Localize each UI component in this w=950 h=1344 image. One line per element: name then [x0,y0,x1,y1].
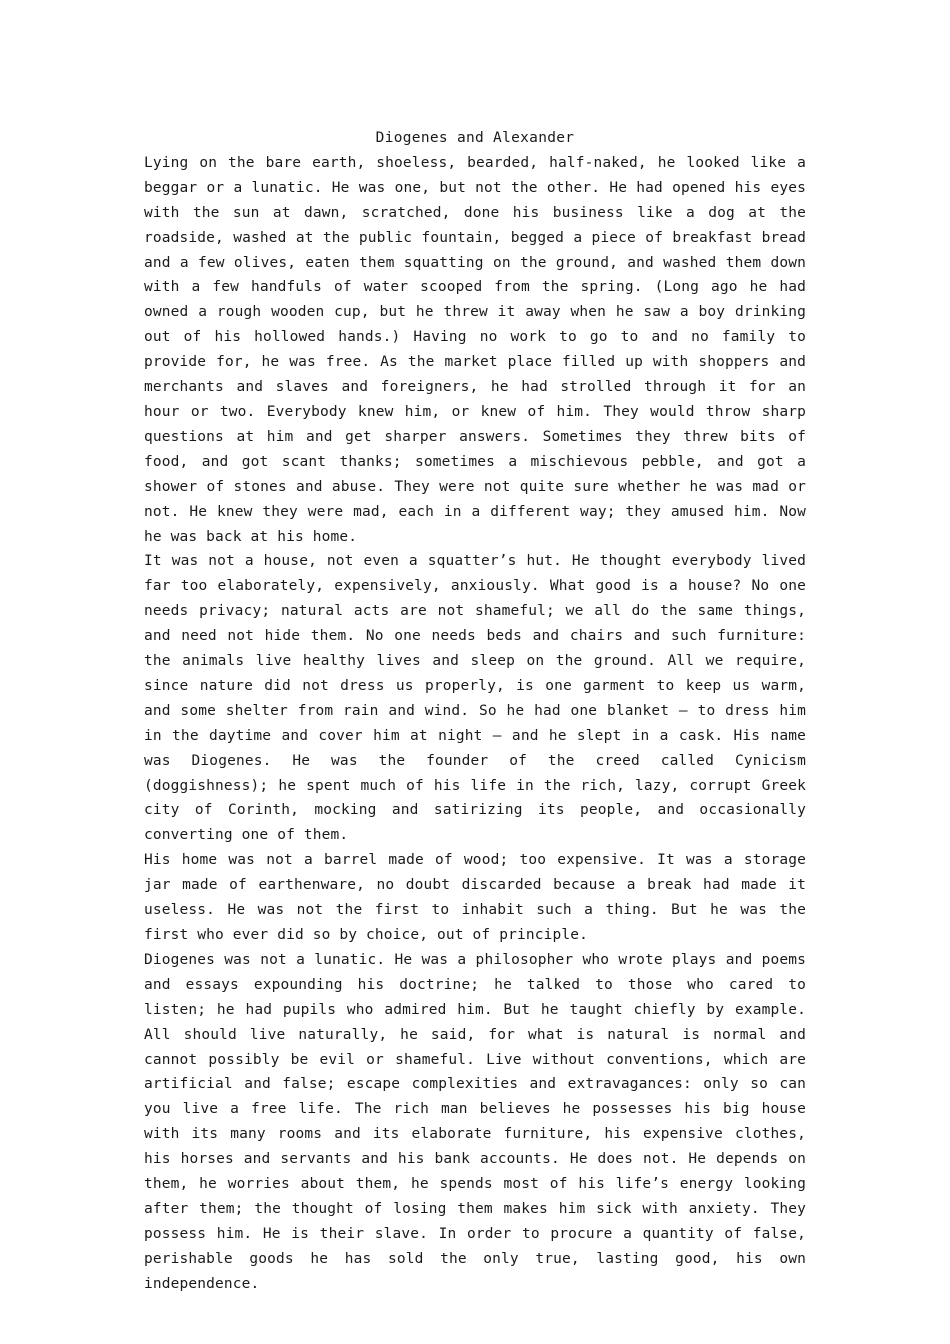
document-title: Diogenes and Alexander [375,130,575,146]
document-page [144,126,806,1297]
paragraph-3: His home was not a barrel made of wood; too expensive. It was a storage jar made of earthenware, no doubt discarded because a break had made it useless. He was not the first to inhabit such a thing. But he was the first who ever did so by choice, out of principle. [144,852,806,943]
paragraph-2: It was not a house, not even a squatter’s hut. He thought everybody lived far too elaborately, expensively, anxiously. What good is a house? No one needs privacy; natural acts are not shameful; we all do the same things, and need not hide them. No one needs beds and chairs and such furniture: the animals live healthy lives and sleep on the ground. All we require, since nature did not dress us properly, is one garment to keep us warm, and some shelter from rain and wind. So he had one blanket — to dress him in the daytime and cover him at night — and he slept in a cask. His name was Diogenes. He was the founder of the creed called Cynicism (doggishness); he spent much of his life in the rich, lazy, corrupt Greek city of Corinth, mocking and satirizing its people, and occasionally converting one of them. [144,553,806,844]
paragraph-1: Lying on the bare earth, shoeless, bearded, half-naked, he looked like a beggar or a lunatic. He was one, but not the other. He had opened his eyes with the sun at dawn, scratched, done his business like a dog at the roadside, washed at the public fountain, begged a piece of breakfast bread and a few olives, eaten them squatting on the ground, and washed them down with a few handfuls of water scooped from the spring. (Long ago he had owned a rough wooden cup, but he threw it away when he saw a boy drinking out of his hollowed hands.) Having no work to go to and no family to provide for, he was free. As the market place filled up with shoppers and merchants and slaves and foreigners, he had strolled through it for an hour or two. Everybody knew him, or knew of him. They would throw sharp questions at him and get sharper answers. Sometimes they threw bits of food, and got scant thanks; sometimes a mischievous pebble, and got a shower of stones and abuse. They were not quite sure whether he was mad or not. He knew they were mad, each in a different way; they amused him. Now he was back at his home. [144,154,806,545]
paragraph-4: Diogenes was not a lunatic. He was a philosopher who wrote plays and poems and essays expounding his doctrine; he talked to those who cared to listen; he had pupils who admired him. But he taught chiefly by example. All should live naturally, he said, for what is natural is normal and cannot possibly be evil or shameful. Live without conventions, which are artificial and false; escape complexities and extravagances: only so can you live a free life. The rich man believes he possesses his big house with its many rooms and its elaborate furniture, his expensive clothes, his horses and servants and his bank accounts. He does not. He depends on them, he worries about them, he spends most of his life’s energy looking after them; the thought of losing them makes him sick with anxiety. They possess him. He is their slave. In order to procure a quantity of false, perishable goods he has sold the only true, lasting good, his own independence. [144,951,806,1292]
